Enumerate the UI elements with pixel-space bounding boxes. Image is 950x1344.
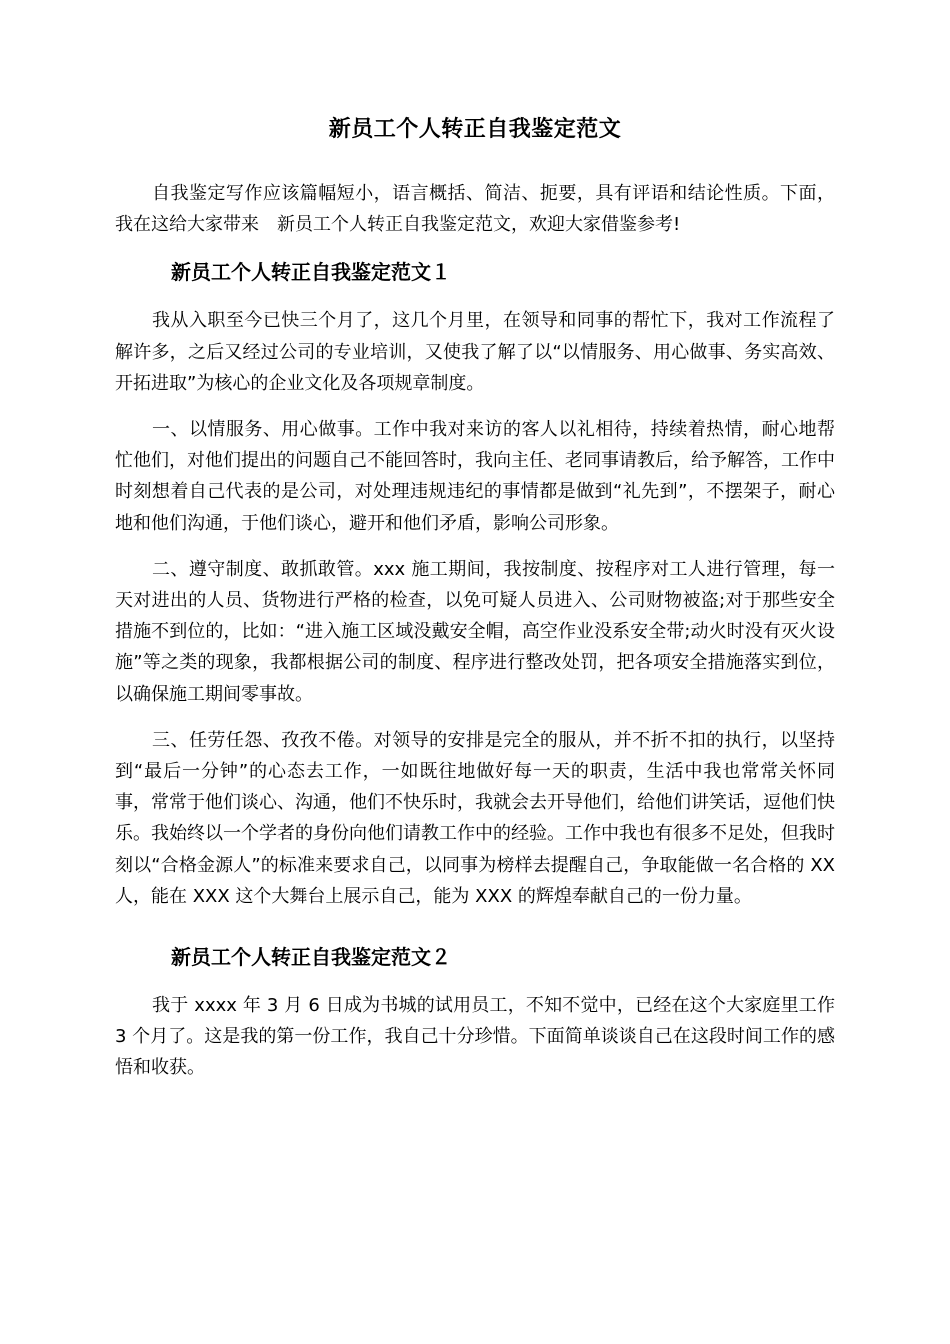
page-title: 新员工个人转正自我鉴定范文 xyxy=(328,117,622,142)
document-page xyxy=(115,110,835,1099)
section1-paragraph-2: 一、以情服务、用心做事。工作中我对来访的客人以礼相待，持续着热情，耐心地帮忙他们，对他们提出的问题自己不能回答时，我向主任、老同事请教后，给予解答，工作中时刻想着自己代表的是公司，对处理违规违纪的事情都是做到“礼先到”，不摆架子，耐心地和他们沟通，于他们谈心，避开和他们矛盾，影响公司形象。 xyxy=(115,419,835,534)
section2-paragraph-1: 我于 xxxx 年 3 月 6 日成为书城的试用员工，不知不觉中，已经在这个大家庭里工作 3 个月了。这是我的第一份工作，我自己十分珍惜。下面简单谈谈自己在这段时间工作的感悟和收获。 xyxy=(115,995,835,1079)
section-heading-1: 新员工个人转正自我鉴定范文１ xyxy=(171,260,451,285)
section1-paragraph-3: 二、遵守制度、敢抓敢管。xxx 施工期间，我按制度、按程序对工人进行管理，每一天对进出的人员、货物进行严格的检查，以免可疑人员进入、公司财物被盗;对于那些安全措施不到位的，比如：“进入施工区域没戴安全帽，高空作业没系安全带;动火时没有灭火设施”等之类的现象，我都根据公司的制度、程序进行整改处罚，把各项安全措施落实到位，以确保施工期间零事故。 xyxy=(115,558,835,705)
intro-paragraph: 自我鉴定写作应该篇幅短小，语言概括、简洁、扼要，具有评语和结论性质。下面，我在这给大家带来 新员工个人转正自我鉴定范文，欢迎大家借鉴参考! xyxy=(115,183,835,236)
section1-paragraph-1: 我从入职至今已快三个月了，这几个月里，在领导和同事的帮忙下，我对工作流程了解许多，之后又经过公司的专业培训，又使我了解了以“以情服务、用心做事、务实高效、开拓进取”为核心的企业文化及各项规章制度。 xyxy=(115,310,835,394)
section-heading-2: 新员工个人转正自我鉴定范文２ xyxy=(171,945,451,970)
section1-paragraph-4: 三、任劳任怨、孜孜不倦。对领导的安排是完全的服从，并不折不扣的执行，以坚持到“最后一分钟”的心态去工作，一如既往地做好每一天的职责，生活中我也常常关怀同事，常常于他们谈心、沟通，他们不快乐时，我就会去开导他们，给他们讲笑话，逗他们快乐。我始终以一个学者的身份向他们请教工作中的经验。工作中我也有很多不足处，但我时刻以“合格金源人”的标准来要求自己，以同事为榜样去提醒自己，争取能做一名合格的 XX 人，能在 XXX 这个大舞台上展示自己，能为 XXX 的辉煌奉献自己的一份力量。 xyxy=(115,729,835,907)
